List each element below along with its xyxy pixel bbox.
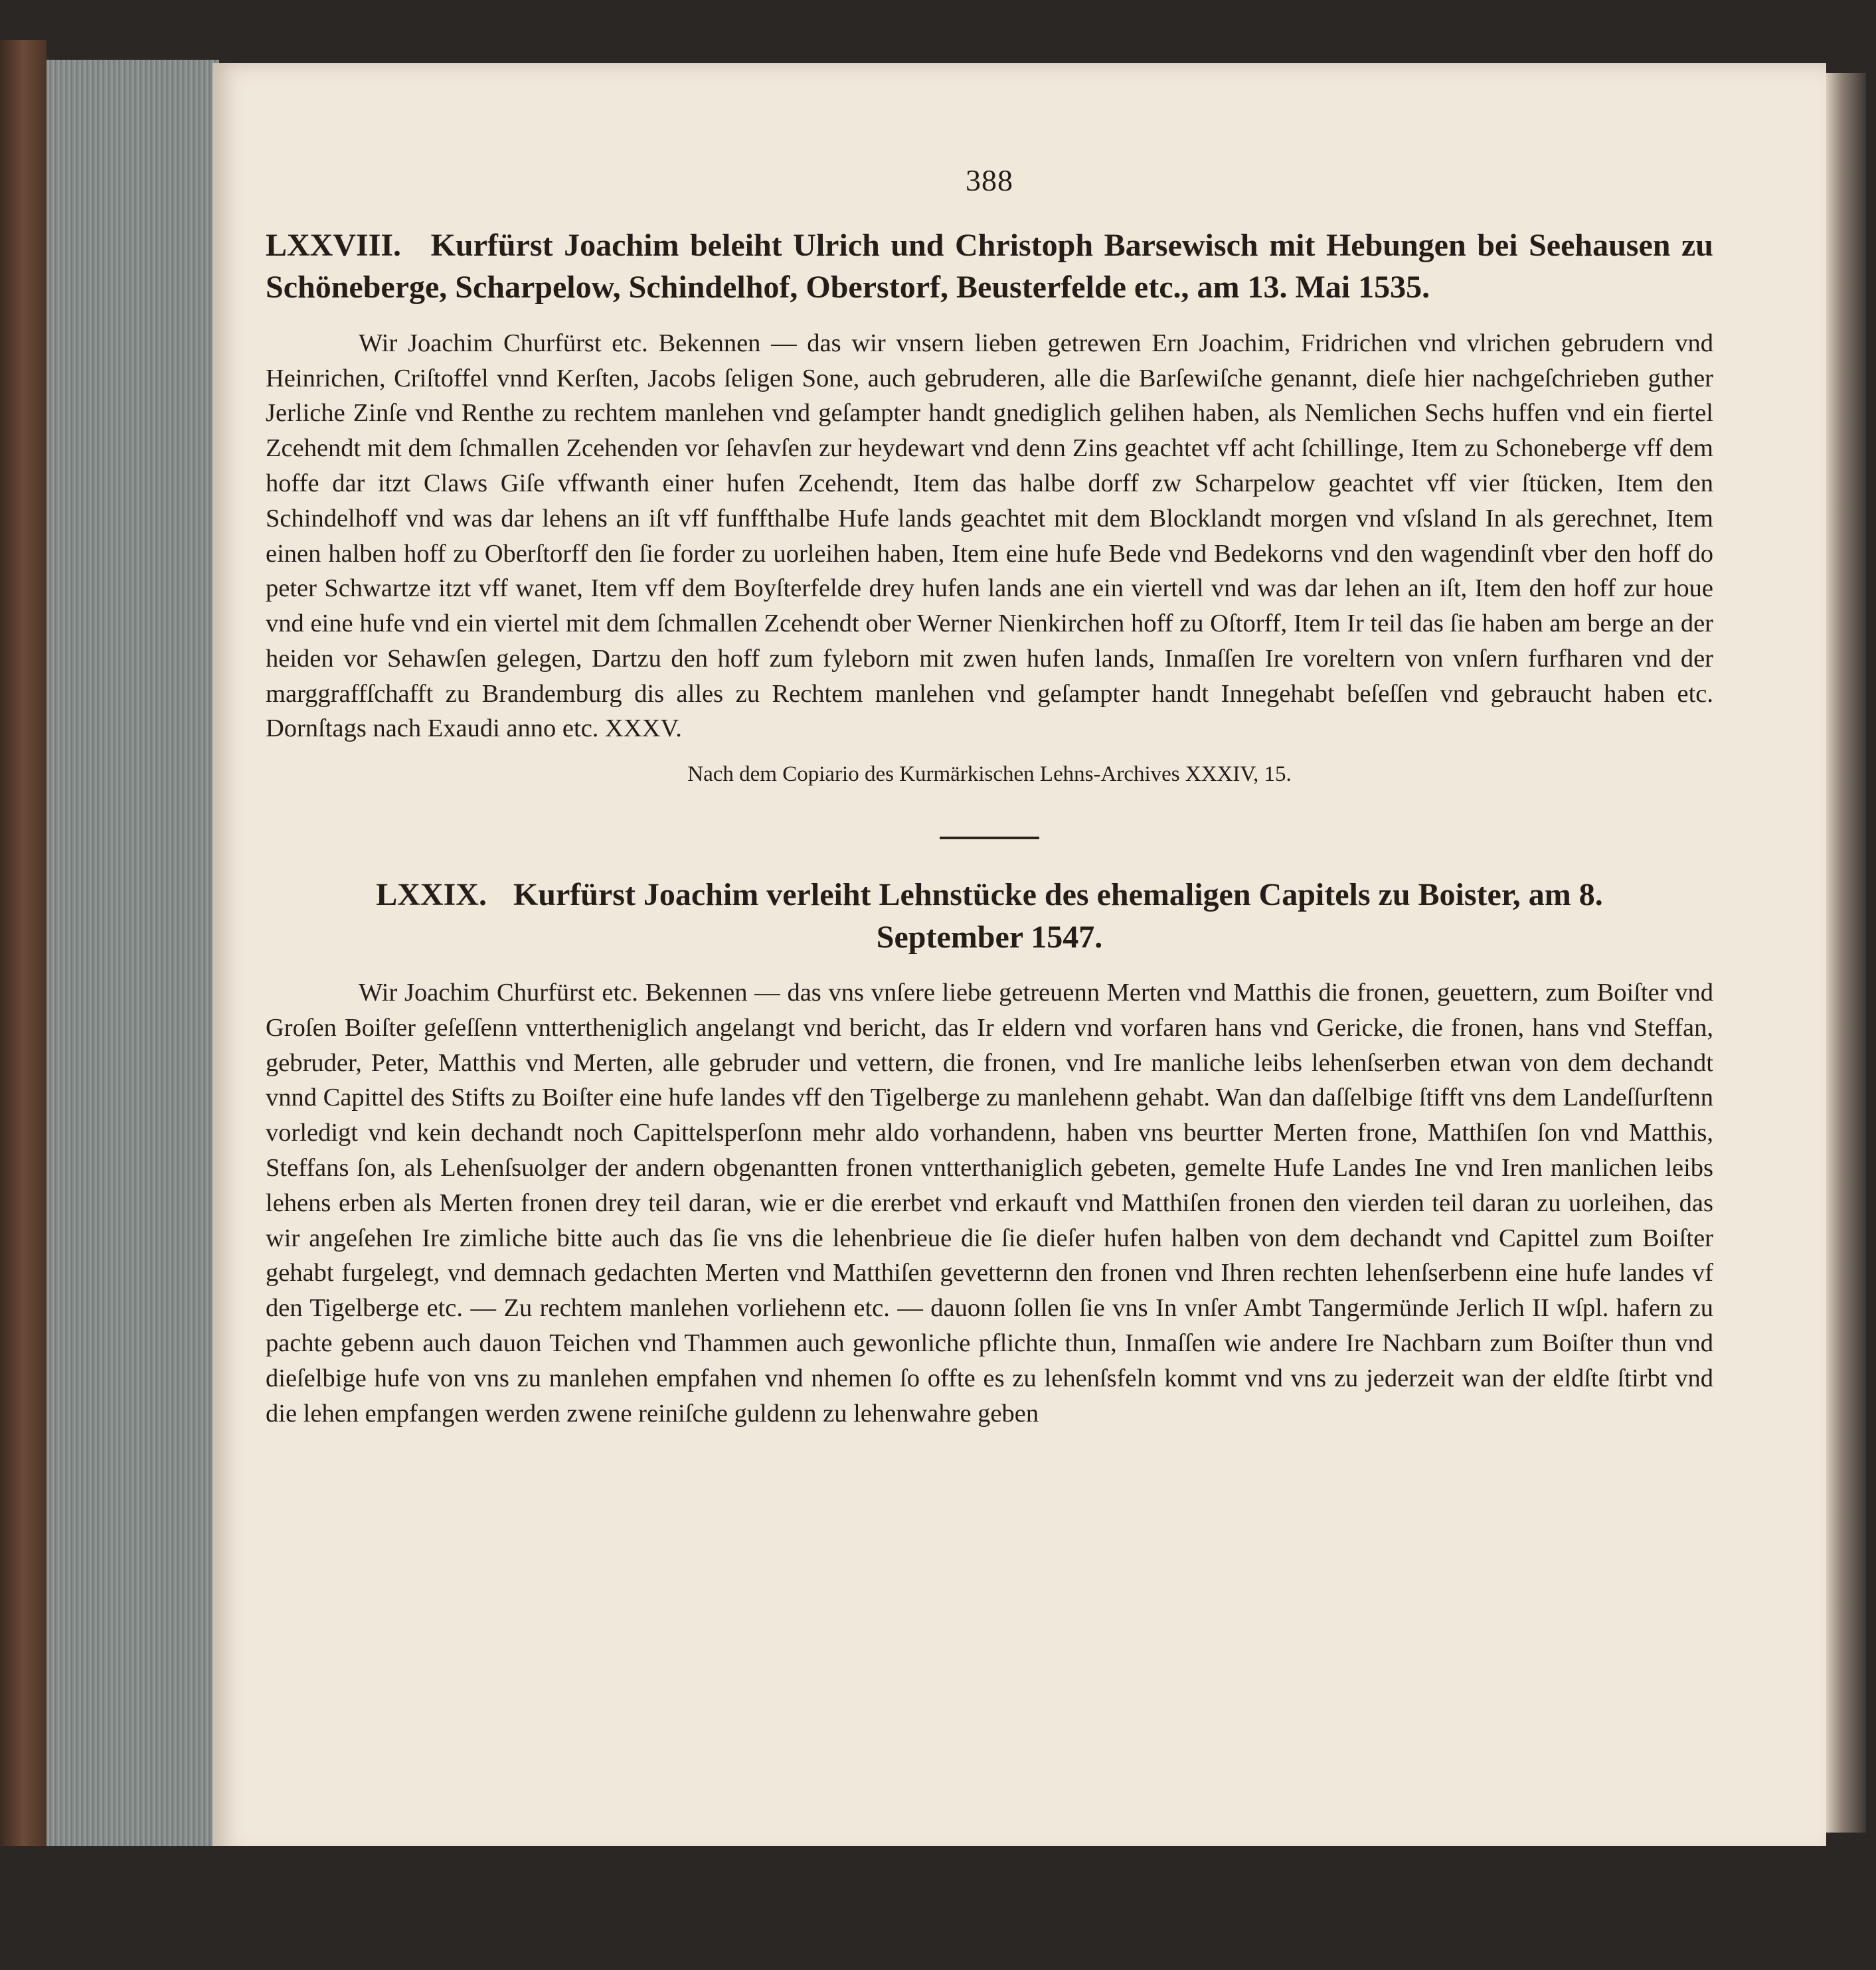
right-page-edge [1826, 73, 1866, 1833]
background [0, 1846, 1876, 1970]
section-divider [940, 837, 1039, 839]
document-title: Kurfürst Joachim beleiht Ulrich und Christoph Barsewisch mit Hebungen bei Seehausen zu Schöneberge, Scharpelow, Schindelhof, Oberstorf, Beusterfelde etc., am 13. Mai 1535. [266, 228, 1714, 305]
page-edges [46, 60, 219, 1846]
page-content [266, 100, 1713, 1431]
document-lxxix [266, 874, 1713, 1431]
document-heading [266, 224, 1713, 309]
document-lxxviii [266, 224, 1713, 787]
document-numeral: LXXIX. [376, 877, 487, 913]
document-heading [266, 874, 1713, 958]
book-spine [0, 40, 46, 1846]
document-body: Wir Joachim Churfürst etc. Bekennen — das wir vnsern lieben getrewen Ern Joachim, Fridrichen vnd vlrichen gebrudern vnd Heinrichen, Criſtoffel vnnd Kerſten, Jacobs ſeligen Sone, auch gebruderen, alle die Barſewiſche genannt, dieſe hier nachgeſchrieben guther Jerliche Zinſe vnd Renthe zu rechtem manlehen vnd geſampter handt gnediglich gelihen haben, als Nemlichen Sechs huffen vnd ein fiertel Zcehendt mit dem ſchmallen Zcehenden vor ſehavſen zur heydewart vnd denn Zins geachtet vff acht ſchillinge, Item zu Schoneberge vff dem hoffe dar itzt Claws Giſe vffwanth einer hufen Zcehendt, Item das halbe dorff zw Scharpelow geachtet vff vier ſtücken, Item den Schindelhoff vnd was dar lehens an iſt vff funffthalbe Hufe lands geachtet mit dem Blocklandt morgen vnd vſsland In als gerechnet, Item einen halben hoff zu Oberſtorff den ſie forder zu uorleihen haben, Item eine hufe Bede vnd Bedekorns vnd den wagendinſt vber den hoff do peter Schwartze itzt vff wanet, Item vff dem Boyſterfelde drey hufen lands ane ein viertell vnd was dar lehen an iſt, Item den hoff zur houe vnd eine hufe vnd ein viertel mit dem ſchmallen Zcehendt ober Werner Nienkirchen hoff zu Oſtorff, Item Ir teil das ſie haben am berge an der heiden vor Sehawſen gelegen, Dartzu den hoff zum fyleborn mit zwen hufen lands, Inmaſſen Ire voreltern von vnſern furfharen vnd der marggraffſchafft zu Brandemburg dis alles zu Rechtem manlehen vnd geſampter handt Innegehabt beſeſſen vnd gebraucht haben etc. Dornſtags nach Exaudi anno etc. XXXV. [266, 329, 1713, 743]
document-source: Nach dem Copiario des Kurmärkischen Lehns-Archives XXXIV, 15. [687, 762, 1292, 787]
document-numeral: LXXVIII. [266, 228, 402, 263]
document-title: Kurfürst Joachim verleiht Lehnstücke des ehemaligen Capitels zu Boister, am 8. September 1547. [513, 877, 1603, 955]
page-number: 388 [966, 163, 1013, 197]
document-body: Wir Joachim Churfürst etc. Bekennen — das vns vnſere liebe getreuenn Merten vnd Matthis die fronen, geuettern, zum Boiſter vnd Groſen Boiſter geſeſſenn vnttertheniglich angelangt vnd bericht, das Ir eldern vnd vorfaren hans vnd Gericke, die fronen, hans vnd Steffan, gebruder, Peter, Matthis vnd Merten, alle gebruder und vettern, die fronen, vnd Ire manliche leibs lehenſserben etwan von dem dechandt vnnd Capittel des Stifts zu Boiſter eine hufe landes vff den Tigelberge zu manlehenn gehabt. Wan dan daſſelbige ſtifft vns dem Landeſſurſtenn vorledigt vnd kein dechandt noch Capittelsperſonn mehr aldo vorhandenn, haben vns beurtter Merten frone, Matthiſen ſon vnd Matthis, Steffans ſon, als Lehenſsuolger der andern obgenantten fronen vntterthaniglich gebeten, gemelte Hufe Landes Ine vnd Iren manlichen leibs lehens erben als Merten fronen drey teil daran, wie er die ererbet vnd erkauft vnd Matthiſen fronen den vierden teil daran zu uorleihen, das wir angeſehen Ire zimliche bitte auch das ſie vns die lehenbrieue die ſie dieſer hufen halben von dem dechandt vnd Capittel zum Boiſter gehabt furgelegt, vnd demnach gedachten Merten vnd Matthiſen gevetternn den fronen vnd Ihren rechten lehenſserbenn eine hufe landes vf den Tigelberge etc. — Zu rechtem manlehen vorliehenn etc. — dauonn ſollen ſie vns In vnſer Ambt Tangermünde Jerlich II wſpl. hafern zu pachte gebenn auch dauon Teichen vnd Thammen auch gewonliche pflichte thun, Inmaſſen wie andere Ire Nachbarn zum Boiſter thun vnd dieſelbige hufe von vns zu manlehen empfahen vnd nhemen ſo offte es zu lehenſsfeln kommt vnd vns zu jederzeit wan der eldſte ſtirbt vnd die lehen empfangen werden zwene reiniſche guldenn zu lehenwahre geben [266, 979, 1713, 1428]
